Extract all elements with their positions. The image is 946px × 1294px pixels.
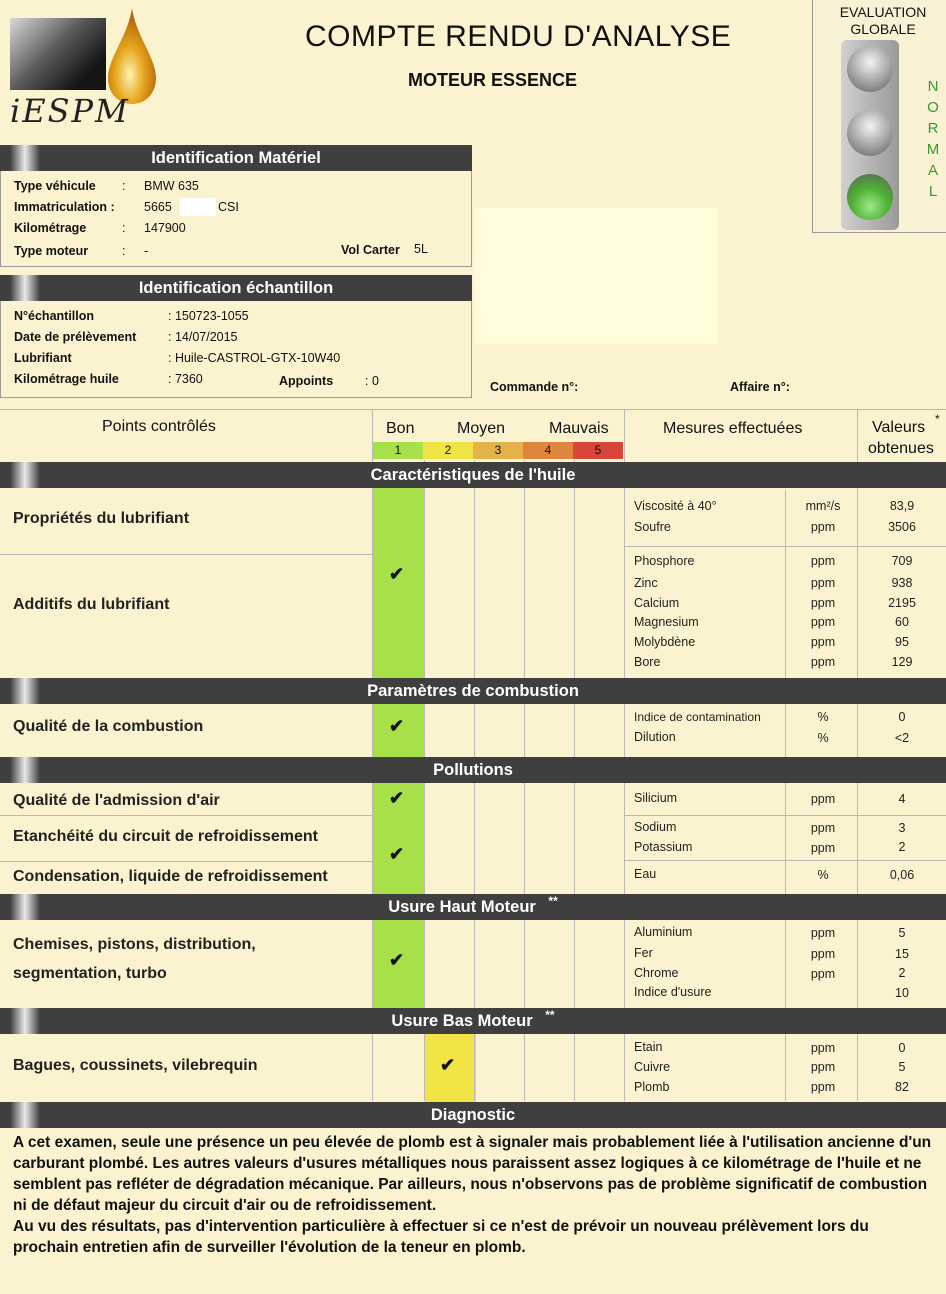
section-combustion-header: Paramètres de combustion [0, 678, 946, 704]
measure-unit: % [817, 710, 829, 724]
measure-value: 129 [891, 655, 913, 669]
measure-value: 2 [898, 840, 906, 854]
measure-value: 15 [895, 947, 909, 961]
diagnostic-text [13, 1132, 933, 1258]
section-pollutions-header: Pollutions [0, 757, 946, 783]
measure-value: 3 [898, 821, 906, 835]
traffic-light-green-icon [847, 174, 893, 220]
measure-name: Cuivre [634, 1060, 671, 1074]
measure-value: 60 [895, 615, 909, 629]
valeurs-footnote-mark: * [935, 412, 940, 426]
section-bas-moteur-header: Usure Bas Moteur ** [0, 1008, 946, 1034]
measure-name: Plomb [634, 1080, 670, 1094]
measure-name: Potassium [634, 840, 693, 854]
measure-unit: ppm [810, 967, 836, 981]
measure-value: 2 [898, 966, 906, 980]
evaluation-status: NORMAL [926, 78, 940, 200]
kilometrage-value: 147900 [144, 221, 186, 235]
measure-value: 10 [895, 986, 909, 1000]
redaction-block [180, 198, 216, 216]
measure-unit: ppm [810, 554, 836, 568]
lubrifiant-value: : Huile-CASTROL-GTX-10W40 [168, 351, 341, 365]
vol-carter-label: Vol Carter [341, 243, 400, 257]
measure-unit: ppm [810, 520, 836, 534]
identification-echantillon-header: Identification échantillon [0, 275, 472, 301]
oil-drop-icon [102, 6, 162, 106]
measure-name: Eau [634, 867, 657, 881]
scale-1: 1 [373, 442, 423, 459]
measure-unit: ppm [810, 792, 836, 806]
numero-echantillon-value: : 150723-1055 [168, 309, 249, 323]
measure-value: 83,9 [889, 499, 915, 513]
row-admission: Qualité de l'admission d'air [13, 792, 220, 809]
measure-name: Phosphore [634, 554, 695, 568]
measure-value: 5 [898, 926, 906, 940]
row-condensation: Condensation, liquide de refroidissement [13, 868, 328, 885]
scale-2: 2 [423, 442, 473, 459]
field-label: Type moteur [14, 244, 89, 258]
check-icon: ✔ [389, 950, 405, 970]
measure-unit: % [817, 731, 829, 745]
measure-value: 709 [891, 554, 913, 568]
scale-5: 5 [573, 442, 623, 459]
obtenues-header: obtenues [868, 440, 934, 457]
measure-value: 0 [898, 710, 906, 724]
evaluation-title: EVALUATION GLOBALE [839, 4, 927, 37]
logo-gradient [10, 18, 106, 90]
measure-value: <2 [894, 731, 910, 745]
type-moteur-value: - [144, 244, 149, 258]
traffic-light-top-icon [847, 46, 893, 92]
measure-value: 82 [895, 1080, 909, 1094]
appoints-label: Appoints [279, 374, 334, 388]
measure-unit: mm²/s [805, 499, 841, 513]
date-prelevement-value: : 14/07/2015 [168, 330, 238, 344]
measure-unit: ppm [810, 615, 836, 629]
measure-name: Sodium [634, 820, 677, 834]
measure-unit: ppm [810, 576, 836, 590]
measure-name: Calcium [634, 596, 680, 610]
measure-value: 4 [898, 792, 906, 806]
measure-unit: ppm [810, 841, 836, 855]
logo-text: iESPM [10, 92, 130, 130]
moyen-header: Moyen [457, 420, 506, 437]
measure-value: 95 [895, 635, 909, 649]
measure-name: Magnesium [634, 615, 699, 629]
measure-value: 0,06 [889, 868, 915, 882]
measure-name: Soufre [634, 520, 671, 534]
row-additifs: Additifs du lubrifiant [13, 596, 170, 613]
vol-carter-value: 5L [414, 242, 428, 256]
identification-materiel-header: Identification Matériel [0, 145, 472, 171]
measure-name: Silicium [634, 791, 678, 805]
mauvais-header: Mauvais [549, 420, 609, 437]
measure-name: Molybdène [634, 635, 696, 649]
measure-unit: ppm [810, 926, 836, 940]
measure-name: Aluminium [634, 925, 693, 939]
field-label: Date de prélèvement [14, 330, 137, 344]
measure-name: Chrome [634, 966, 679, 980]
measure-value: 3506 [888, 520, 916, 534]
measure-unit: ppm [810, 1060, 836, 1074]
row-bagues: Bagues, coussinets, vilebrequin [13, 1057, 258, 1074]
measure-unit: ppm [810, 1080, 836, 1094]
measure-unit: ppm [810, 596, 836, 610]
diagnostic-paragraph-2: Au vu des résultats, pas d'intervention particulière à effectuer si ce n'est de prévoir un nouveau prélèvement lors du prochain entretien afin de surveiller l'évolution de la teneur en plomb. [13, 1218, 869, 1256]
immatriculation-value: 5665 [144, 200, 172, 214]
appoints-value: : 0 [365, 374, 379, 388]
row-chemises-line1: Chemises, pistons, distribution, [13, 936, 256, 953]
points-controles-header: Points contrôlés [102, 418, 216, 435]
row-combustion: Qualité de la combustion [13, 718, 204, 735]
scale-4: 4 [523, 442, 573, 459]
field-label: Lubrifiant [14, 351, 72, 365]
traffic-light-middle-icon [847, 110, 893, 156]
measure-name: Viscosité à 40° [634, 499, 717, 513]
field-label: Type véhicule [14, 179, 96, 193]
check-icon: ✔ [389, 716, 405, 736]
measure-unit: ppm [810, 635, 836, 649]
measure-name: Indice d'usure [634, 985, 712, 999]
page-title: COMPTE RENDU D'ANALYSE [305, 20, 732, 53]
measure-value: 2195 [888, 596, 916, 610]
scale-3: 3 [473, 442, 523, 459]
rating-scale [373, 442, 623, 459]
check-icon: ✔ [440, 1055, 456, 1075]
check-icon: ✔ [389, 844, 405, 864]
field-label: Kilométrage [14, 221, 87, 235]
evaluation-panel [812, 0, 946, 233]
measure-unit: % [817, 868, 829, 882]
measure-unit: ppm [810, 1041, 836, 1055]
measure-value: 938 [891, 576, 913, 590]
measure-unit: ppm [810, 947, 836, 961]
section-diagnostic-header: Diagnostic [0, 1102, 946, 1128]
row-chemises-line2: segmentation, turbo [13, 965, 167, 982]
field-label: Kilométrage huile [14, 372, 119, 386]
measure-value: 0 [898, 1041, 906, 1055]
measure-name: Bore [634, 655, 661, 669]
type-vehicule-value: BMW 635 [144, 179, 199, 193]
commande-label: Commande n°: [490, 380, 579, 394]
blank-info-box [475, 208, 717, 344]
measure-unit: ppm [810, 821, 836, 835]
mesures-header: Mesures effectuées [663, 420, 803, 437]
measure-unit: ppm [810, 655, 836, 669]
check-icon: ✔ [389, 564, 405, 584]
measure-name: Dilution [634, 730, 676, 744]
page-subtitle: MOTEUR ESSENCE [408, 70, 578, 90]
kilometrage-huile-value: : 7360 [168, 372, 203, 386]
row-proprietes: Propriétés du lubrifiant [13, 510, 190, 527]
measure-name: Fer [634, 946, 653, 960]
bon-header: Bon [386, 420, 415, 437]
check-icon: ✔ [389, 788, 405, 808]
section-haut-moteur-header: Usure Haut Moteur ** [0, 894, 946, 920]
valeurs-header: Valeurs [872, 419, 926, 436]
logo [10, 6, 160, 130]
measure-name: Zinc [634, 576, 658, 590]
measure-value: 5 [898, 1060, 906, 1074]
section-huile-header: Caractéristiques de l'huile [0, 462, 946, 488]
measure-name: Etain [634, 1040, 663, 1054]
measure-name: Indice de contamination [634, 710, 761, 724]
field-label: N°échantillon [14, 309, 95, 323]
affaire-label: Affaire n°: [730, 380, 790, 394]
diagnostic-paragraph-1: A cet examen, seule une présence un peu élevée de plomb est à signaler mais probablement liée à l'utilisation ancienne d'un carburant plombé. Les autres valeurs d'usures métalliques nous paraissent assez logiques à ce kilométrage de l'huile et ne semblent pas refléter de dégradation mécanique. Par ailleurs, nous n'observons pas de problème significatif de combustion ni de défaut majeur du circuit d'air ou de refroidissement. [13, 1134, 932, 1214]
row-etancheite: Etanchéité du circuit de refroidissement [13, 828, 318, 845]
field-label: Immatriculation : [14, 200, 115, 214]
